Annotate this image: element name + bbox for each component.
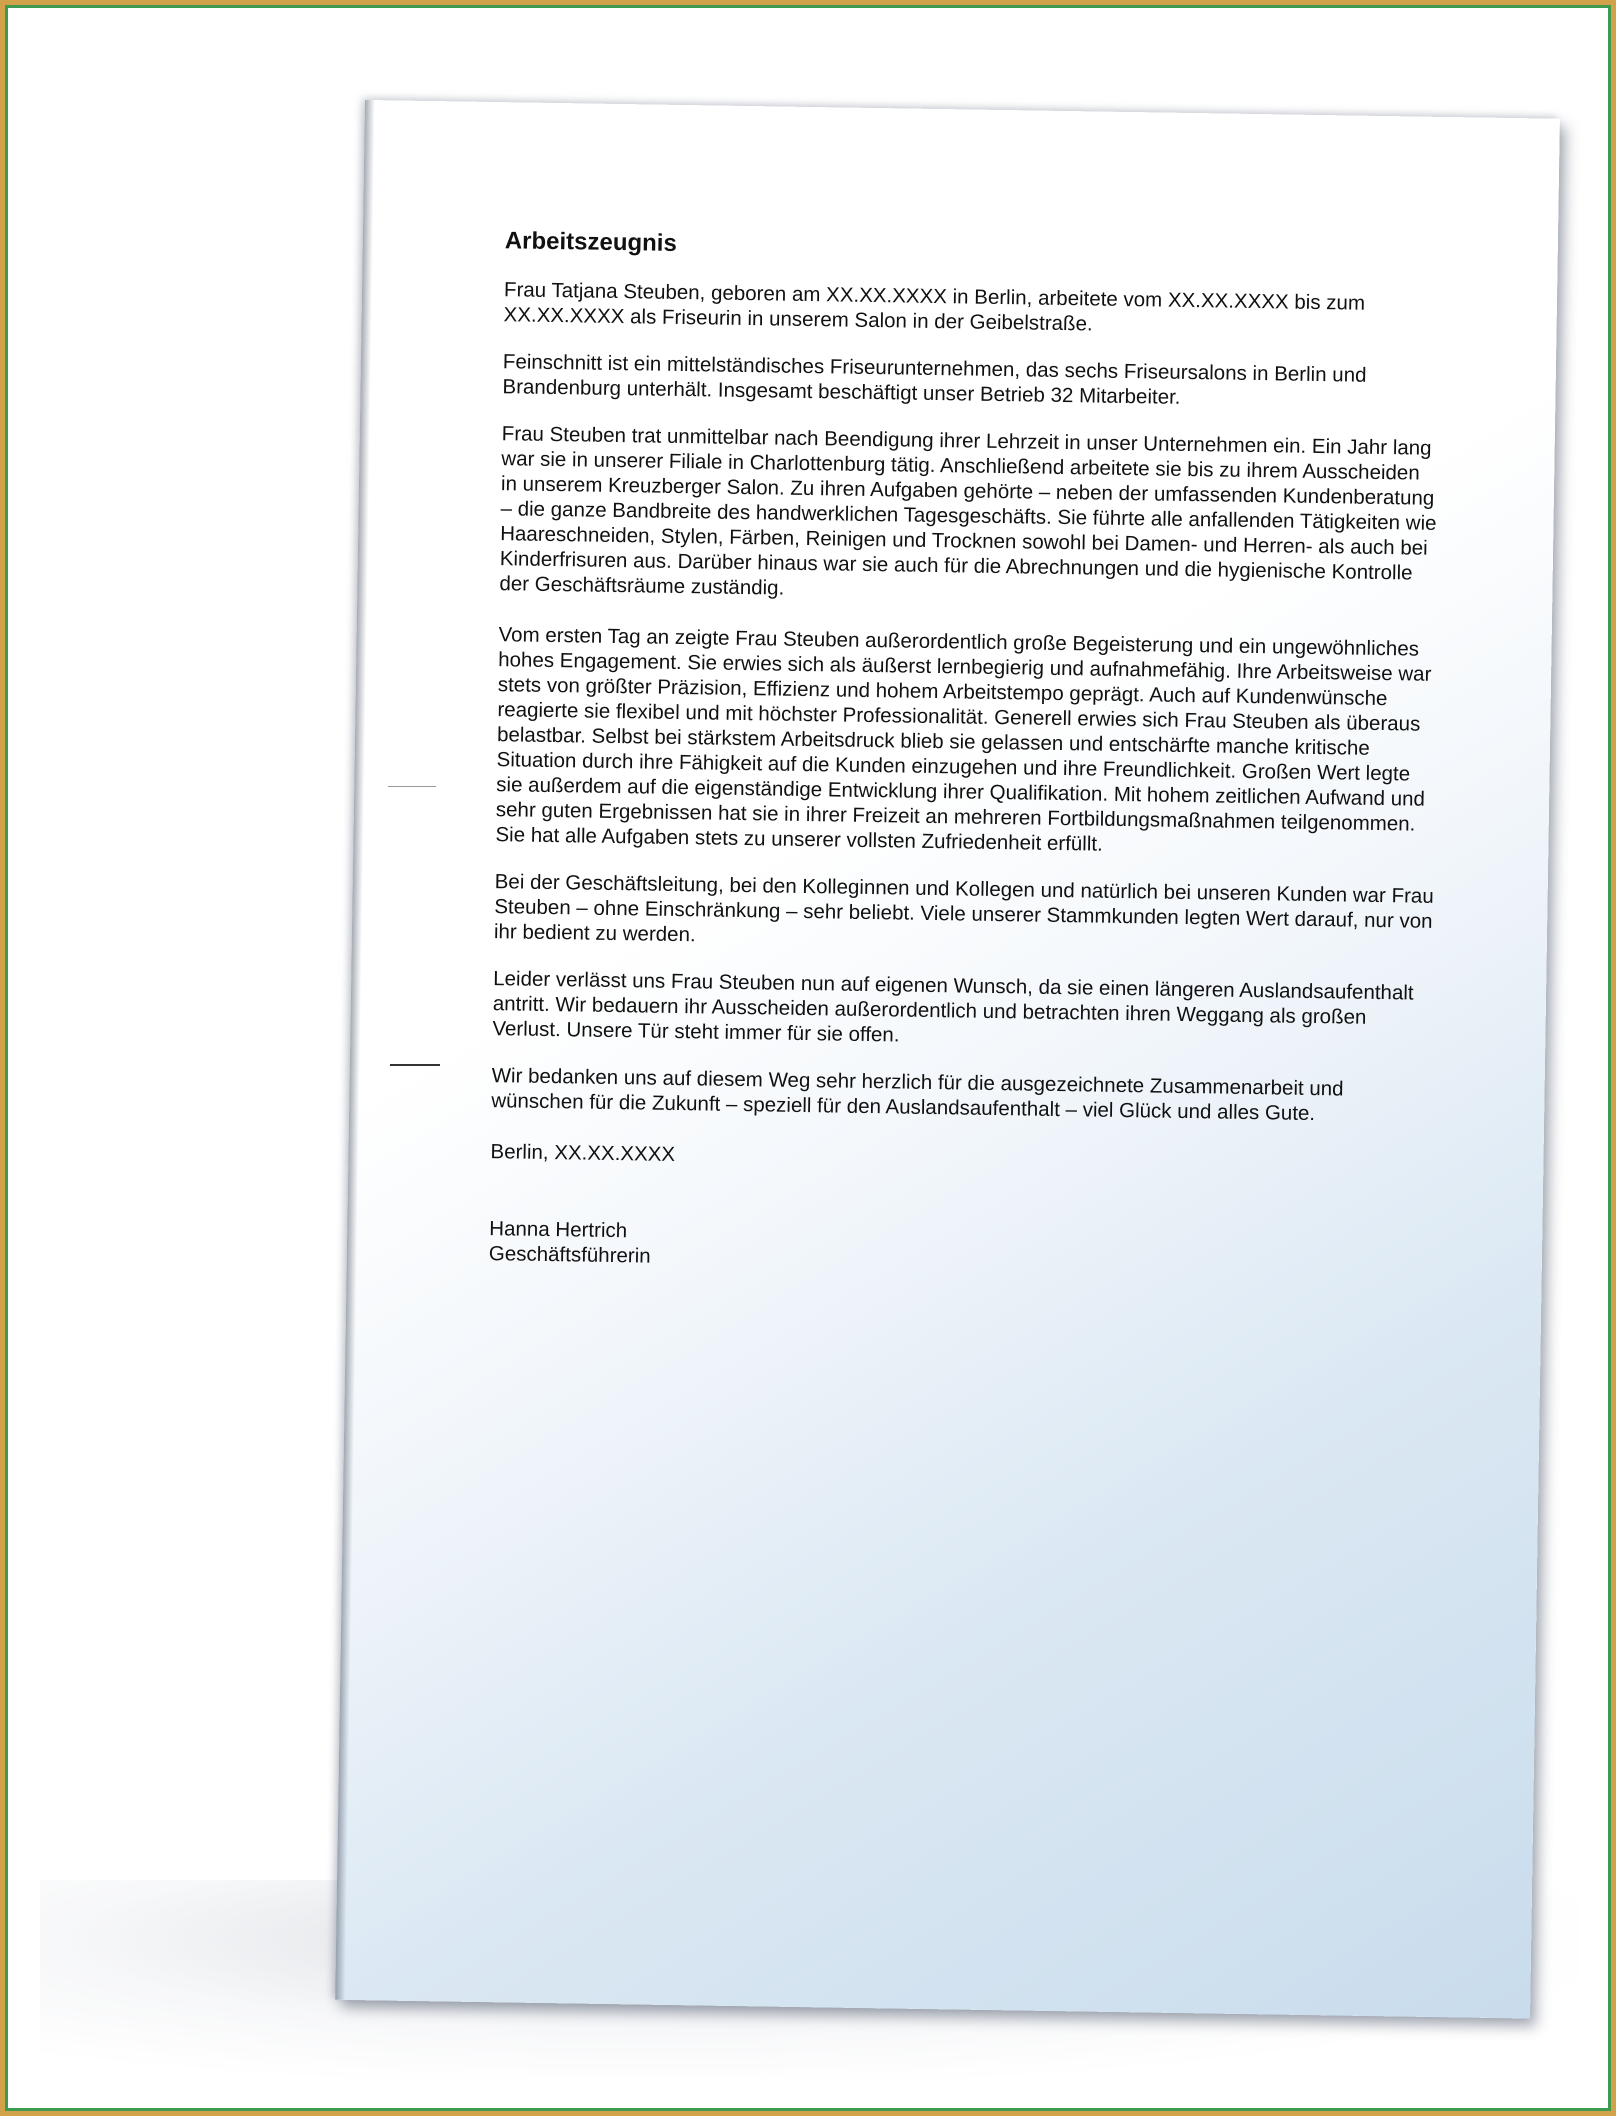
paragraph-intro: Frau Tatjana Steuben, geboren am XX.XX.XXXX in Berlin, arbeitete vom XX.XX.XXXX bis zum XX.XX.XXXX als Friseurin in unserem Salon in der Geibelstraße.: [503, 278, 1366, 336]
fold-mark-lower: [390, 1064, 440, 1066]
paragraph-departure: Leider verlässt uns Frau Steuben nun auf eigenen Wunsch, da sie einen längeren Auslandsaufenthalt antritt. Wir bedauern ihr Ausscheiden außerordentlich und betrachten ihren Weggang als großen Verlust. Unsere Tür steht immer für sie offen.: [492, 967, 1414, 1047]
signer-name: Hanna Hertrich: [489, 1217, 628, 1243]
paragraph-behavior: Bei der Geschäftsleitung, bei den Kolleginnen und Kollegen und natürlich bei unseren Kunden war Frau Steuben – ohne Einschränkung – sehr beliebt. Viele unserer Stammkunden legten Wert darauf, nur von ihr bedient zu werden.: [493, 870, 1434, 947]
place-date: Berlin, XX.XX.XXXX: [490, 1140, 676, 1166]
paragraph-duties: Frau Steuben trat unmittelbar nach Beendigung ihrer Lehrzeit in unser Unternehmen ein. Ein Jahr lang war sie in unserer Filiale in Charlottenburg tätig. Anschließend arbeitete sie bis zu ihrem Ausscheiden in unserem Kreuzberger Salon. Zu ihren Aufgaben gehörte – neben der umfassenden Kundenberatung – die ganze Bandbreite des handwerklichen Tagesgeschäfts. Sie führte alle anfallenden Tätigkeiten wie Haareschneiden, Stylen, Färben, Reinigen und Trocknen sowohl bei Damen- und Herren- als auch bei Kinderfrisuren aus. Darüber hinaus war sie auch für die Abrechnungen und die hygienische Kontrolle der Geschäftsräume zuständig.: [499, 422, 1437, 600]
document-page: [335, 100, 1560, 2019]
paragraph-performance: Vom ersten Tag an zeigte Frau Steuben außerordentlich große Begeisterung und ein ungewöhnliches hohes Engagement. Sie erwies sich als äußerst lernbegierig und aufnahmefähig. Ihre Arbeitsweise war stets von größter Präzision, Effizienz und hohem Arbeitstempo geprägt. Auch auf Kundenwünsche reagierte sie flexibel und mit höchster Professionalität. Generell erwies sich Frau Steuben als überaus belastbar. Selbst bei stärkstem Arbeitsdruck blieb sie gelassen und entschärfte manche kritische Situation durch ihre Fähigkeit auf die Kunden einzugehen und ihre Freundlichkeit. Großen Wert legte sie außerdem auf die eigenständige Entwicklung ihrer Qualifikation. Mit hohem zeitlichen Aufwand und sehr guten Ergebnissen hat sie in ihrer Freizeit an mehreren Fortbildungsmaßnahmen teilgenommen. Sie hat alle Aufgaben stets zu unserer vollsten Zufriedenheit erfüllt.: [495, 623, 1432, 856]
fold-mark-upper: [388, 786, 436, 787]
paragraph-closing: Wir bedanken uns auf diesem Weg sehr herzlich für die ausgezeichnete Zusammenarbeit und wünschen für die Zukunft – speziell für den Auslandsaufenthalt – viel Glück und alles Gute.: [491, 1064, 1344, 1126]
paragraph-company: Feinschnitt ist ein mittelständisches Friseurunternehmen, das sechs Friseursalons in Berlin und Brandenburg unterhält. Insgesamt beschäftigt unser Betrieb 32 Mitarbeiter.: [502, 350, 1367, 409]
document-title: Arbeitszeugnis: [504, 227, 678, 257]
signer-role: Geschäftsführerin: [488, 1242, 651, 1268]
